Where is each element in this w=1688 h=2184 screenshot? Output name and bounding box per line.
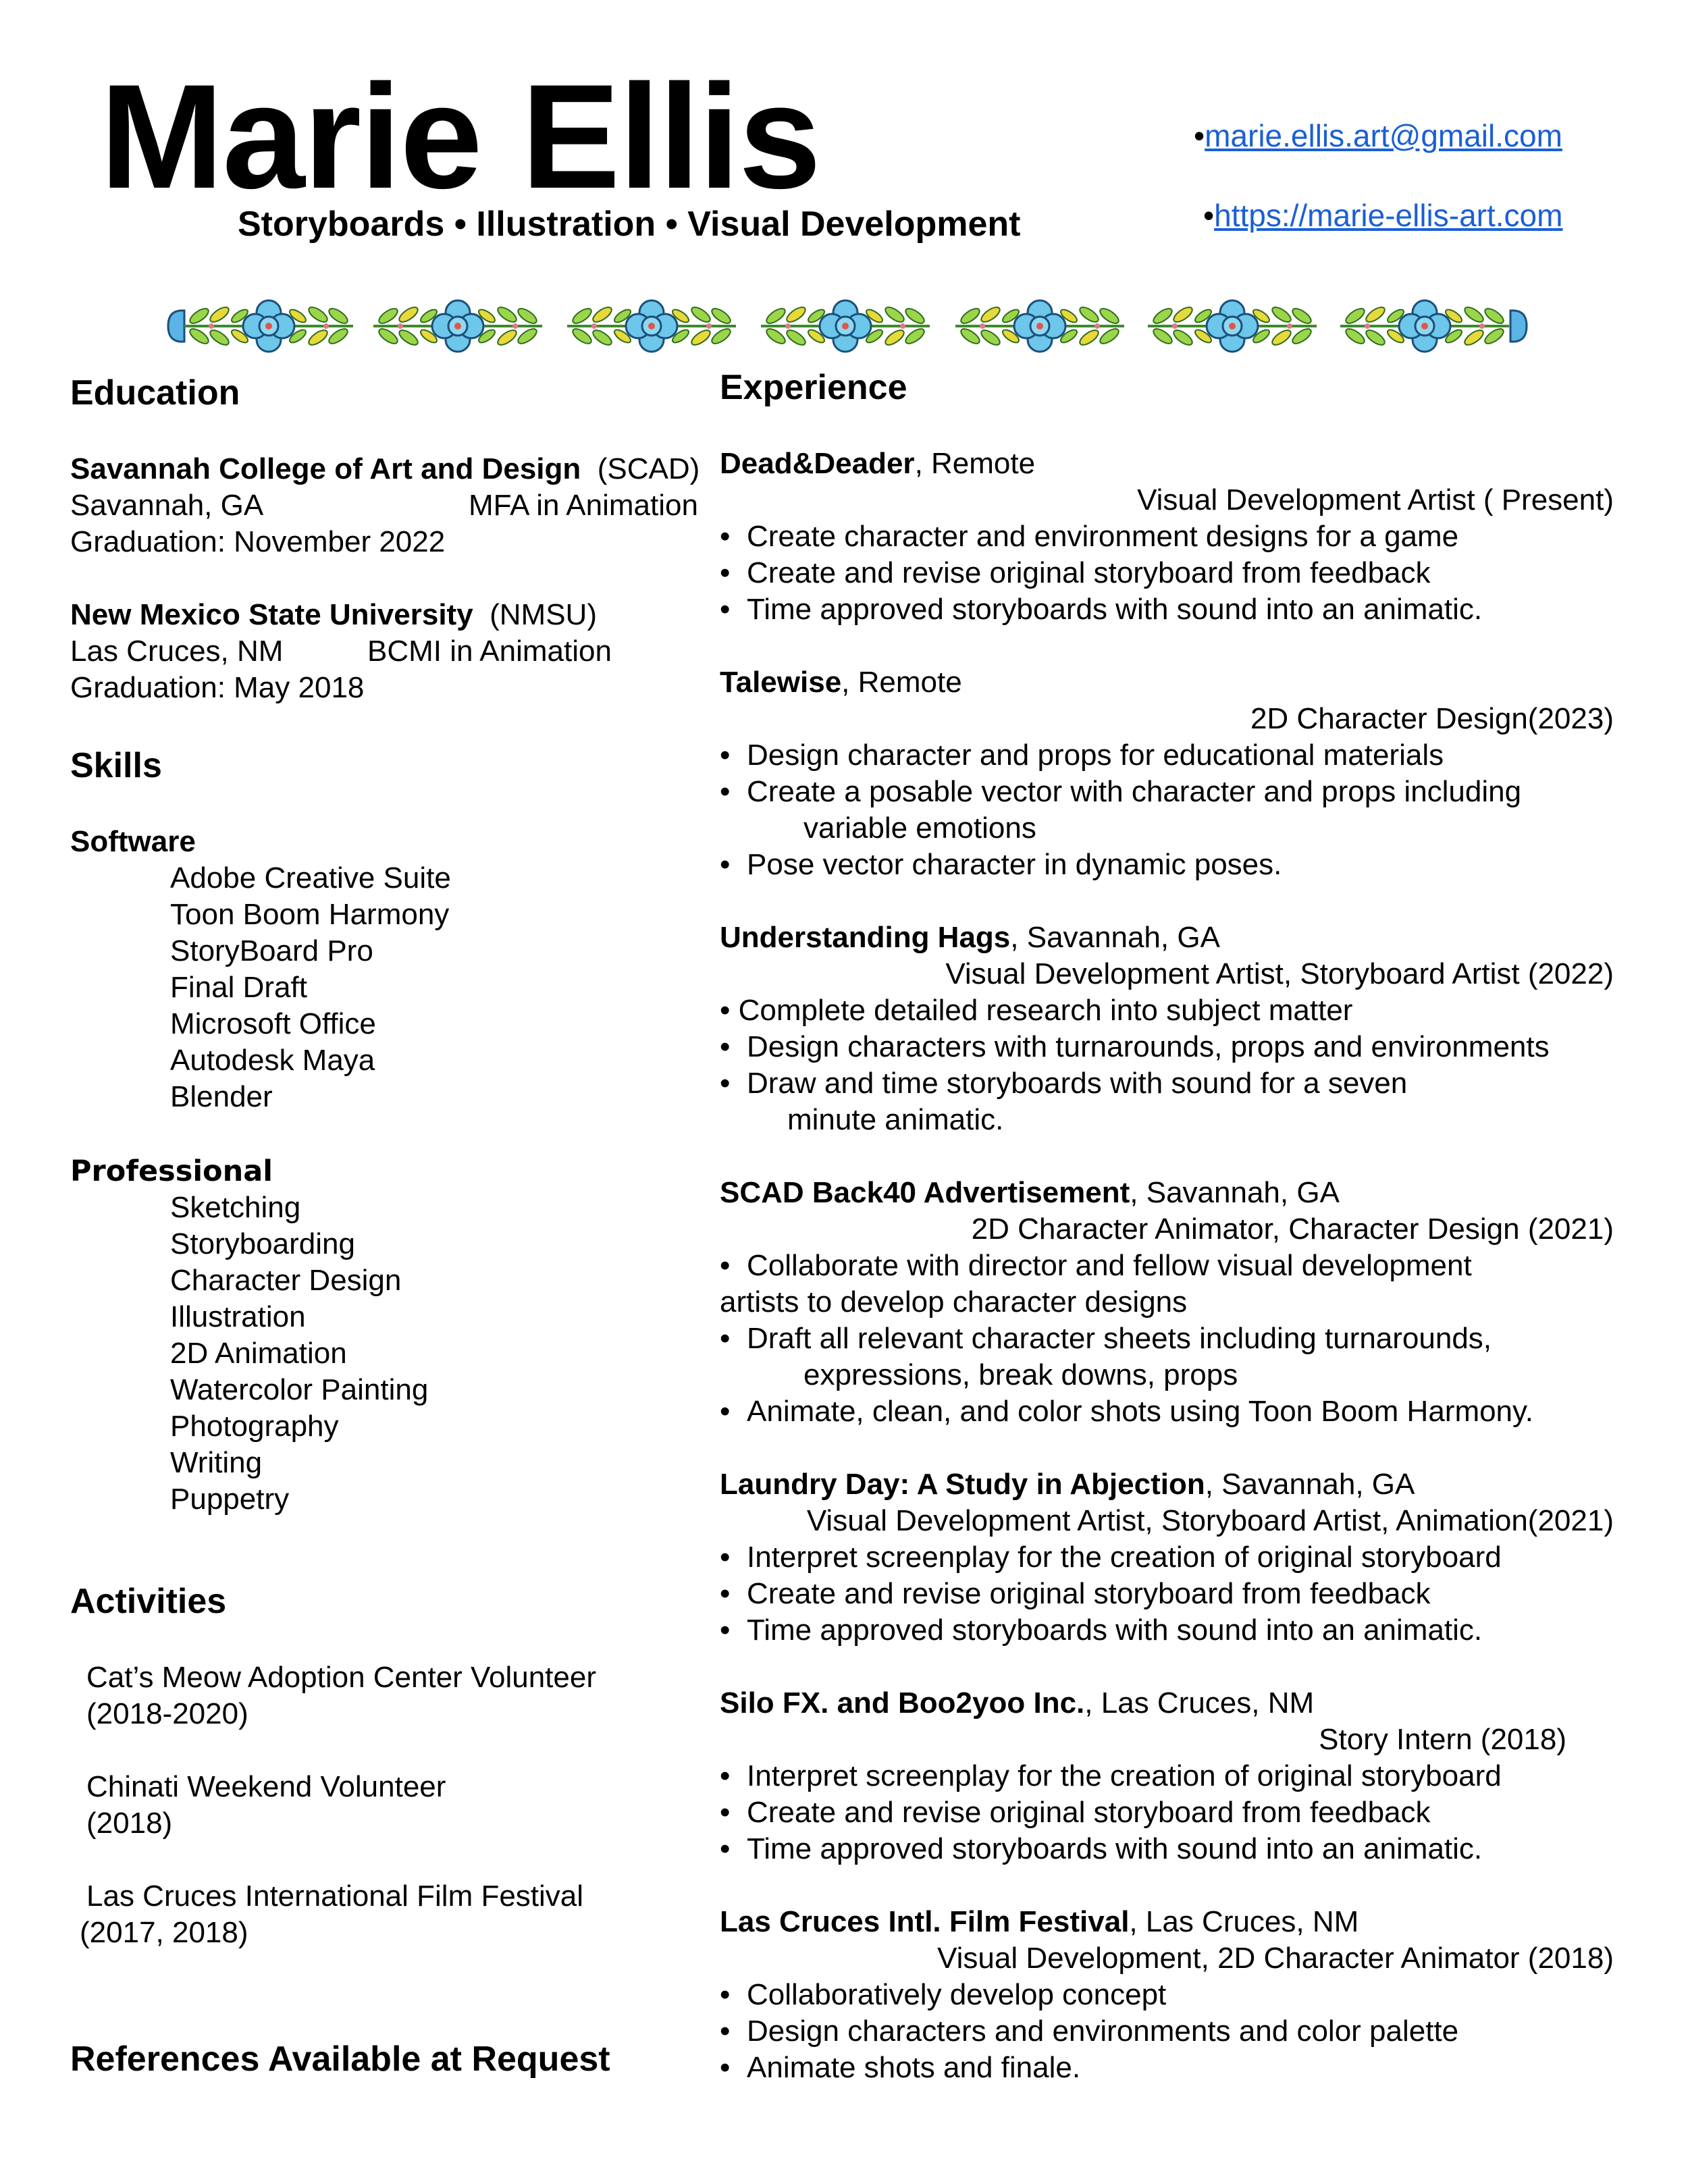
job-location: , Las Cruces, NM <box>1129 1905 1359 1938</box>
job-entry <box>720 1685 1614 1867</box>
job-location: , Remote <box>841 666 962 699</box>
job-bullet: • Time approved storyboards with sound into an animatic. <box>720 593 1483 626</box>
job-location: , Savannah, GA <box>1130 1176 1340 1209</box>
job-bullet: • Time approved storyboards with sound into an animatic. <box>720 1614 1483 1647</box>
job-bullet: • Collaboratively develop concept <box>720 1978 1167 2011</box>
flower-vine-icon <box>955 300 1124 352</box>
job-bullet: • Create and revise original storyboard from feedback <box>720 556 1431 589</box>
job-location: , Las Cruces, NM <box>1084 1686 1315 1720</box>
company-name: SCAD Back40 Advertisement <box>720 1176 1130 1209</box>
job-bullet: • Collaborate with director and fellow visual development <box>720 1249 1472 1282</box>
job-role: Visual Development, 2D Character Animator (2018) <box>937 1942 1614 1975</box>
company-name: Las Cruces Intl. Film Festival <box>720 1905 1130 1938</box>
graduation: Graduation: May 2018 <box>70 671 365 704</box>
job-bullet: • Create a posable vector with character and props including <box>720 775 1522 808</box>
graduation: Graduation: November 2022 <box>70 525 446 558</box>
job-bullet: • Time approved storyboards with sound into an animatic. <box>720 1832 1483 1865</box>
email-link[interactable]: marie.ellis.art@gmail.com <box>1205 118 1562 153</box>
school-location: Las Cruces, NM <box>70 635 284 668</box>
flower-vine-icon <box>1340 300 1509 352</box>
company-name: Laundry Day: A Study in Abjection <box>720 1468 1205 1501</box>
degree: MFA in Animation <box>469 489 698 522</box>
school-location: Savannah, GA <box>70 489 264 522</box>
school-name: New Mexico State University <box>70 598 473 631</box>
job-bullet: • Design character and props for educational materials <box>720 739 1444 772</box>
company-name: Understanding Hags <box>720 921 1011 954</box>
experience-heading: Experience <box>720 368 907 407</box>
education-item-scad <box>70 451 700 560</box>
job-entry <box>720 1175 1614 1430</box>
skill-item: Microsoft Office <box>170 1007 376 1040</box>
job-bullet-continuation: variable emotions <box>803 811 1036 845</box>
school-name: Savannah College of Art and Design <box>70 452 581 485</box>
skill-item: Puppetry <box>170 1483 290 1516</box>
skill-item: Final Draft <box>170 971 307 1004</box>
job-entry <box>720 920 1614 1138</box>
job-bullet: • Animate, clean, and color shots using Toon Boom Harmony. <box>720 1395 1533 1428</box>
professional-section <box>70 1153 428 1518</box>
activities-heading: Activities <box>70 1582 227 1621</box>
left-bell-flower-icon <box>168 311 184 342</box>
job-role: 2D Character Animator, Character Design (2021) <box>971 1213 1614 1246</box>
job-role: Visual Development Artist, Storyboard Artist, Animation(2021) <box>806 1504 1614 1537</box>
skill-item: Writing <box>170 1446 263 1479</box>
flower-vine-icon <box>373 300 542 352</box>
job-role: Story Intern (2018) <box>1319 1723 1566 1756</box>
references-note: References Available at Request <box>70 2040 610 2079</box>
job-bullet: • Animate shots and finale. <box>720 2051 1081 2084</box>
job-entry <box>720 664 1614 883</box>
job-location: , Remote <box>914 447 1036 480</box>
job-entry <box>720 1904 1614 2086</box>
skill-item: Storyboarding <box>170 1227 355 1260</box>
activity-years: (2018-2020) <box>86 1697 248 1730</box>
company-name: Dead&Deader <box>720 447 915 480</box>
activity-item <box>80 1878 584 1951</box>
activity-item <box>86 1659 596 1732</box>
job-bullet: • Draft all relevant character sheets including turnarounds, <box>720 1322 1492 1355</box>
job-bullet: • Design characters and environments and color palette <box>720 2015 1459 2048</box>
activity-title: Las Cruces International Film Festival <box>86 1880 584 1913</box>
professional-heading: Professional <box>70 1154 273 1188</box>
degree: BCMI in Animation <box>367 635 612 668</box>
skill-item: Sketching <box>170 1191 301 1224</box>
flower-vine-icon <box>567 300 736 352</box>
job-bullet: • Complete detailed research into subject matter <box>720 994 1353 1027</box>
job-entry <box>720 446 1614 628</box>
resume-name: Marie Ellis <box>100 53 820 219</box>
website-line <box>1203 197 1562 234</box>
job-bullet: • Interpret screenplay for the creation of original storyboard <box>720 1759 1502 1792</box>
skill-item: Adobe Creative Suite <box>170 861 451 895</box>
software-heading: Software <box>70 825 196 858</box>
website-bullet: • <box>1203 198 1215 233</box>
skill-item: Toon Boom Harmony <box>170 898 450 931</box>
skill-item: Blender <box>170 1080 273 1113</box>
job-bullet-continuation: minute animatic. <box>787 1103 1004 1136</box>
job-bullet-continuation: expressions, break downs, props <box>803 1358 1238 1391</box>
job-role: 2D Character Design(2023) <box>1250 702 1614 735</box>
company-name: Talewise <box>720 666 842 699</box>
job-bullet: • Design characters with turnarounds, props and environments <box>720 1030 1550 1063</box>
job-role: Visual Development Artist, Storyboard Artist (2022) <box>945 957 1614 990</box>
website-link[interactable]: https://marie-ellis-art.com <box>1214 198 1563 233</box>
job-bullet: • Create character and environment designs for a game <box>720 520 1459 553</box>
job-role: Visual Development Artist ( Present) <box>1137 483 1614 516</box>
job-bullet: • Create and revise original storyboard from feedback <box>720 1577 1431 1610</box>
flower-vine-icon <box>1148 300 1317 352</box>
skill-item: Photography <box>170 1410 339 1443</box>
skill-item: Watercolor Painting <box>170 1373 429 1406</box>
activity-years: (2017, 2018) <box>80 1916 248 1949</box>
school-abbr: (NMSU) <box>490 598 597 631</box>
right-bell-flower-icon <box>1510 311 1527 342</box>
activity-item <box>86 1769 446 1842</box>
job-bullet: • Interpret screenplay for the creation of original storyboard <box>720 1541 1502 1574</box>
skill-item: Character Design <box>170 1264 402 1297</box>
job-bullet: • Draw and time storyboards with sound for a seven <box>720 1067 1408 1100</box>
company-name: Silo FX. and Boo2yoo Inc. <box>720 1686 1085 1720</box>
job-location: , Savannah, GA <box>1205 1468 1415 1501</box>
skill-item: Illustration <box>170 1300 306 1333</box>
skill-item: Autodesk Maya <box>170 1044 375 1077</box>
school-abbr: (SCAD) <box>597 452 700 485</box>
education-item-nmsu <box>70 597 612 706</box>
email-line <box>1194 117 1562 154</box>
floral-divider <box>165 289 1529 363</box>
job-bullet: • Pose vector character in dynamic poses. <box>720 848 1282 881</box>
job-bullet-continuation: artists to develop character designs <box>720 1285 1188 1319</box>
education-heading: Education <box>70 373 240 412</box>
job-bullet: • Create and revise original storyboard from feedback <box>720 1796 1431 1829</box>
flower-vine-icon <box>184 300 353 352</box>
activity-title: Chinati Weekend Volunteer <box>86 1770 446 1803</box>
skill-item: StoryBoard Pro <box>170 934 373 967</box>
skills-heading: Skills <box>70 746 162 785</box>
tagline: Storyboards • Illustration • Visual Development <box>238 205 1021 244</box>
flower-vine-icon <box>761 300 930 352</box>
skill-item: 2D Animation <box>170 1337 347 1370</box>
activity-title: Cat’s Meow Adoption Center Volunteer <box>86 1661 596 1694</box>
job-location: , Savannah, GA <box>1010 921 1220 954</box>
job-entry <box>720 1466 1614 1649</box>
software-section <box>70 824 451 1115</box>
activity-years: (2018) <box>86 1807 173 1840</box>
email-bullet: • <box>1194 118 1205 153</box>
